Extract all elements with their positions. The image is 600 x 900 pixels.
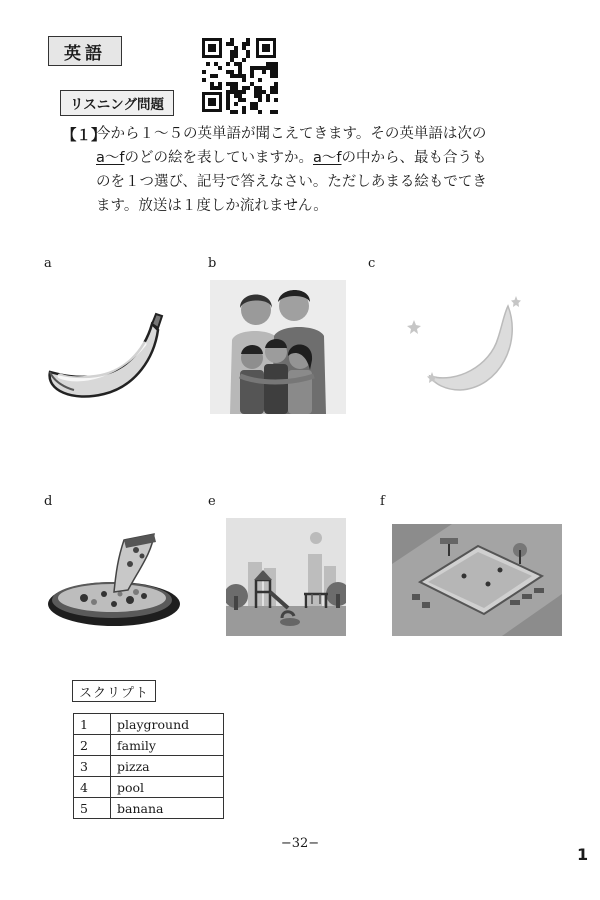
pizza-icon bbox=[44, 528, 186, 632]
section-label: リスニング問題 bbox=[60, 90, 174, 116]
question-line-3: のを１つ選び、記号で答えなさい。ただしあまる絵もでてき bbox=[96, 174, 487, 190]
page-number: −32− bbox=[280, 836, 320, 851]
row-word: banana bbox=[111, 798, 224, 819]
row-word: pizza bbox=[111, 756, 224, 777]
row-word: family bbox=[111, 735, 224, 756]
qr-code[interactable] bbox=[200, 36, 278, 114]
question-line-4: ます。放送は１度しか流れません。 bbox=[96, 198, 328, 214]
row-word: playground bbox=[111, 714, 224, 735]
range-a-f: a～f bbox=[313, 150, 342, 166]
question-text: の中から、最も合うも bbox=[341, 150, 487, 166]
pool-illustration bbox=[392, 524, 562, 636]
table-row bbox=[74, 735, 224, 756]
row-number: 5 bbox=[74, 798, 111, 819]
table-row bbox=[74, 756, 224, 777]
question-line-1: 今から１～５の英単語が聞こえてきます。その英単語は次の bbox=[96, 126, 487, 142]
picture-label-b: b bbox=[208, 256, 217, 271]
picture-label-c: c bbox=[368, 256, 376, 271]
script-label: スクリプト bbox=[72, 680, 156, 702]
question-line-2 bbox=[96, 148, 487, 168]
row-number: 2 bbox=[74, 735, 111, 756]
subject-label: 英語 bbox=[48, 36, 122, 66]
family-photo bbox=[210, 280, 346, 414]
table-row bbox=[74, 798, 224, 819]
table-row bbox=[74, 777, 224, 798]
row-number: 3 bbox=[74, 756, 111, 777]
range-a-f: a～f bbox=[96, 150, 125, 166]
question-text: のどの絵を表していますか。 bbox=[124, 150, 313, 166]
picture-label-e: e bbox=[208, 494, 216, 509]
script-table bbox=[73, 713, 224, 819]
picture-label-a: a bbox=[44, 256, 52, 271]
corner-page-number: 1 bbox=[577, 845, 589, 864]
question-number: 【１】 bbox=[62, 128, 106, 144]
picture-label-f: f bbox=[380, 494, 385, 509]
playground-illustration bbox=[226, 518, 346, 636]
banana-icon bbox=[44, 310, 164, 406]
table-row bbox=[74, 714, 224, 735]
row-number: 4 bbox=[74, 777, 111, 798]
row-number: 1 bbox=[74, 714, 111, 735]
crescent-moon-icon bbox=[404, 292, 524, 402]
row-word: pool bbox=[111, 777, 224, 798]
picture-label-d: d bbox=[44, 494, 53, 509]
